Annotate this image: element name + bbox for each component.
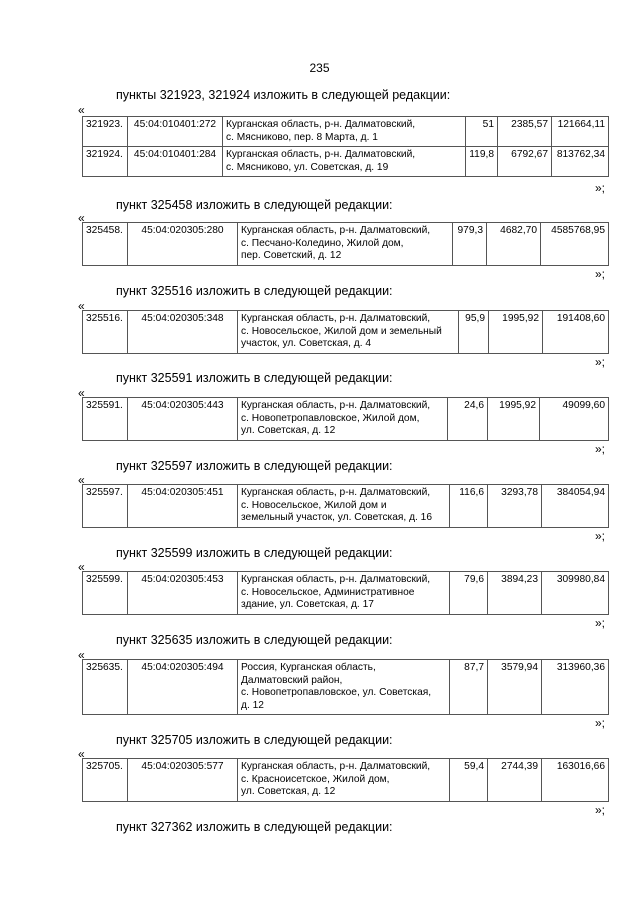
open-quote: « (78, 299, 85, 313)
area-value: 24,6 (448, 398, 488, 441)
address-cell (238, 398, 448, 441)
unit-value: 6792,67 (498, 147, 552, 177)
address-cell (238, 485, 450, 528)
address-line: с. Мясниково, пер. 8 Марта, д. 1 (226, 131, 378, 143)
cadastral-number: 45:04:020305:280 (128, 223, 238, 266)
address-line: Курганская область, р-н. Далматовский, (241, 487, 431, 498)
unit-value: 2385,57 (498, 117, 552, 147)
address-line: д. 12 (241, 699, 264, 711)
cadastral-number: 45:04:020305:348 (128, 311, 238, 354)
cadastral-number: 45:04:010401:284 (128, 147, 223, 177)
table-row (83, 759, 609, 802)
table-row (83, 147, 609, 177)
address-cell (238, 223, 453, 266)
total-value: 384054,94 (542, 485, 609, 528)
address-line: с. Песчано-Коледино, Жилой дом, (241, 237, 404, 249)
unit-value: 3293,78 (488, 485, 542, 528)
area-value: 979,3 (453, 223, 487, 266)
property-table (82, 758, 609, 802)
section-intro: пункты 321923, 321924 изложить в следующей редакции: (116, 88, 451, 102)
area-value: 79,6 (450, 572, 488, 615)
section-intro: пункт 325591 изложить в следующей редакции: (116, 371, 393, 385)
row-id: 325516. (83, 311, 128, 354)
address-line: с. Красноисетское, Жилой дом, (241, 773, 390, 785)
address-cell (238, 660, 450, 715)
unit-value: 3579,94 (488, 660, 542, 715)
property-table (82, 571, 609, 615)
table-row (83, 485, 609, 528)
address-line: участок, ул. Советская, д. 4 (241, 338, 372, 350)
property-table (82, 116, 609, 177)
section-intro: пункт 325599 изложить в следующей редакции: (116, 546, 393, 560)
page-number: 235 (309, 61, 330, 75)
address-cell (223, 117, 466, 147)
area-value: 116,6 (450, 485, 488, 528)
unit-value: 3894,23 (488, 572, 542, 615)
cadastral-number: 45:04:020305:577 (128, 759, 238, 802)
total-value: 4585768,95 (541, 223, 609, 266)
row-id: 325635. (83, 660, 128, 715)
row-id: 321923. (83, 117, 128, 147)
open-quote: « (78, 386, 85, 400)
row-id: 325599. (83, 572, 128, 615)
table-row (83, 117, 609, 147)
close-quote: »; (594, 181, 605, 195)
open-quote: « (78, 560, 85, 574)
table-row (83, 660, 609, 715)
total-value: 163016,66 (542, 759, 609, 802)
address-line: пер. Советский, д. 12 (241, 250, 342, 262)
address-line: Далматовский район, (241, 674, 343, 686)
open-quote: « (78, 648, 85, 662)
row-id: 325458. (83, 223, 128, 266)
property-table (82, 397, 609, 441)
address-cell (238, 759, 450, 802)
unit-value: 1995,92 (489, 311, 543, 354)
row-id: 325705. (83, 759, 128, 802)
area-value: 119,8 (466, 147, 498, 177)
address-cell (238, 572, 450, 615)
close-quote: »; (594, 616, 605, 630)
area-value: 51 (466, 117, 498, 147)
address-line: с. Мясниково, ул. Советская, д. 19 (226, 161, 389, 173)
close-quote: »; (594, 267, 605, 281)
address-line: Курганская область, р-н. Далматовский, (241, 400, 431, 411)
property-table (82, 222, 609, 266)
close-quote: »; (594, 716, 605, 730)
address-cell (223, 147, 466, 177)
open-quote: « (78, 103, 85, 117)
open-quote: « (78, 747, 85, 761)
area-value: 95,9 (459, 311, 489, 354)
property-table (82, 484, 609, 528)
section-intro: пункт 327362 изложить в следующей редакции: (116, 820, 393, 834)
cadastral-number: 45:04:020305:453 (128, 572, 238, 615)
cadastral-number: 45:04:020305:451 (128, 485, 238, 528)
row-id: 325597. (83, 485, 128, 528)
section-intro: пункт 325516 изложить в следующей редакции: (116, 284, 393, 298)
unit-value: 1995,92 (488, 398, 540, 441)
address-line: здание, ул. Советская, д. 17 (241, 599, 374, 611)
close-quote: »; (594, 442, 605, 456)
cadastral-number: 45:04:010401:272 (128, 117, 223, 147)
area-value: 59,4 (450, 759, 488, 802)
section-intro: пункт 325597 изложить в следующей редакции: (116, 459, 393, 473)
address-line: Курганская область, р-н. Далматовский, (226, 119, 416, 130)
property-table (82, 659, 609, 715)
row-id: 325591. (83, 398, 128, 441)
total-value: 813762,34 (552, 147, 609, 177)
cadastral-number: 45:04:020305:494 (128, 660, 238, 715)
open-quote: « (78, 211, 85, 225)
unit-value: 4682,70 (487, 223, 541, 266)
address-line: с. Новопетропавловское, Жилой дом, (241, 412, 420, 424)
address-line: с. Новопетропавловское, ул. Советская, (241, 687, 432, 699)
address-line: Курганская область, р-н. Далматовский, (241, 225, 431, 236)
table-row (83, 223, 609, 266)
row-id: 321924. (83, 147, 128, 177)
address-line: с. Новосельское, Жилой дом и (241, 499, 387, 511)
open-quote: « (78, 473, 85, 487)
section-intro: пункт 325635 изложить в следующей редакции: (116, 633, 393, 647)
section-intro: пункт 325705 изложить в следующей редакции: (116, 733, 393, 747)
total-value: 49099,60 (540, 398, 609, 441)
unit-value: 2744,39 (488, 759, 542, 802)
property-table (82, 310, 609, 354)
address-line: ул. Советская, д. 12 (241, 425, 336, 437)
address-line: Курганская область, р-н. Далматовский, (241, 313, 431, 324)
total-value: 309980,84 (542, 572, 609, 615)
address-line: с. Новосельское, Административное (241, 586, 415, 598)
address-cell (238, 311, 459, 354)
address-line: ул. Советская, д. 12 (241, 786, 336, 798)
table-row (83, 311, 609, 354)
close-quote: »; (594, 529, 605, 543)
address-line: Курганская область, р-н. Далматовский, (241, 574, 431, 585)
table-row (83, 398, 609, 441)
close-quote: »; (594, 803, 605, 817)
address-line: Россия, Курганская область, (241, 662, 376, 673)
total-value: 313960,36 (542, 660, 609, 715)
address-line: Курганская область, р-н. Далматовский, (241, 761, 431, 772)
area-value: 87,7 (450, 660, 488, 715)
address-line: земельный участок, ул. Советская, д. 16 (241, 512, 432, 524)
table-row (83, 572, 609, 615)
total-value: 121664,11 (552, 117, 609, 147)
section-intro: пункт 325458 изложить в следующей редакции: (116, 198, 393, 212)
address-line: с. Новосельское, Жилой дом и земельный (241, 325, 442, 337)
total-value: 191408,60 (543, 311, 609, 354)
close-quote: »; (594, 355, 605, 369)
cadastral-number: 45:04:020305:443 (128, 398, 238, 441)
address-line: Курганская область, р-н. Далматовский, (226, 149, 416, 161)
